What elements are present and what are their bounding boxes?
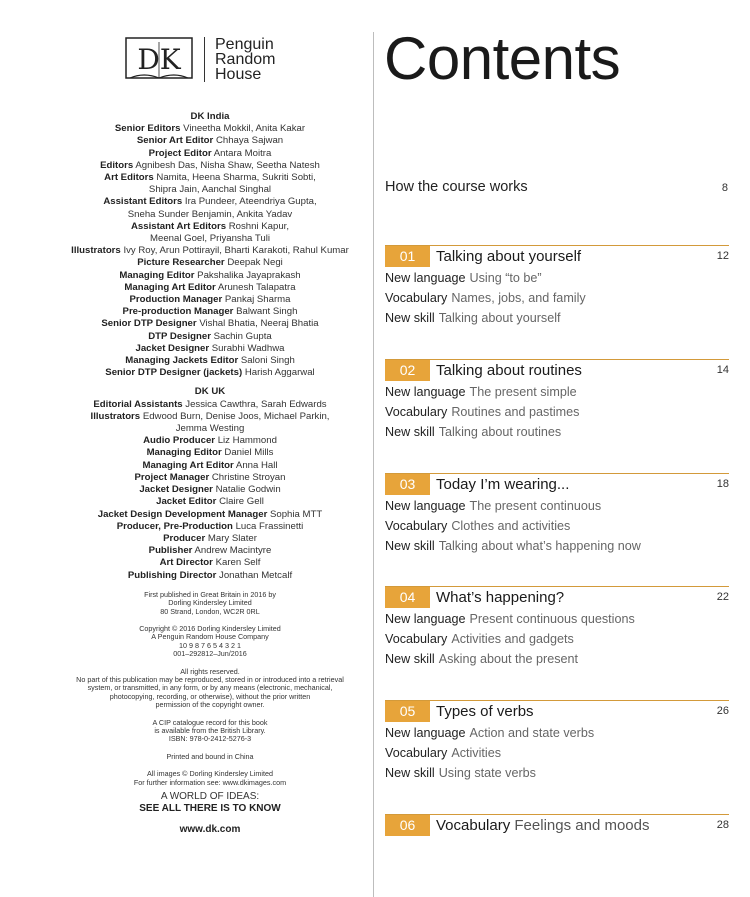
unit-header	[385, 473, 729, 496]
dk-logo-icon	[124, 36, 194, 82]
credit-names: Shipra Jain, Aanchal Singhal	[148, 184, 272, 196]
credit-line	[10, 570, 410, 582]
credit-line	[10, 521, 410, 533]
unit-detail-row	[385, 629, 729, 649]
unit-detail-row	[385, 308, 729, 328]
credit-names: Chhaya Sajwan	[215, 135, 284, 147]
imprint-line: is available from the British Library.	[154, 726, 266, 735]
detail-label: New skill	[385, 766, 435, 780]
unit-title-text: Talking about routines	[436, 362, 582, 379]
credit-names: Daniel Mills	[224, 447, 274, 459]
credit-line	[10, 135, 410, 147]
credit-names: Ira Pundeer, Ateendriya Gupta,	[184, 196, 317, 208]
credits-heading: DK India	[190, 111, 230, 122]
credit-role: Editorial Assistants	[93, 398, 183, 410]
credit-line	[10, 460, 410, 472]
credit-role: Illustrators	[71, 245, 121, 257]
credit-line	[10, 257, 410, 269]
credit-names: Sophia MTT	[269, 508, 323, 520]
publisher-logo	[124, 34, 275, 84]
unit-title	[436, 816, 649, 836]
website-link[interactable]: www.dk.com	[179, 824, 241, 836]
credit-line	[10, 282, 410, 294]
credit-role: Project Editor	[148, 147, 212, 159]
publisher-name: Penguin Random House	[204, 37, 275, 82]
credit-names: Sneha Sunder Benjamin, Ankita Yadav	[127, 208, 293, 220]
imprint-line: First published in Great Britain in 2016 by	[144, 589, 276, 599]
unit-entry[interactable]	[385, 586, 729, 669]
detail-label: Vocabulary	[385, 291, 448, 305]
credit-line	[10, 160, 410, 172]
credit-names: Luca Frassinetti	[235, 520, 304, 532]
credit-names: Edwood Burn, Denise Joos, Michael Parkin,	[142, 410, 330, 422]
credit-names: Surabhi Wadhwa	[211, 342, 285, 354]
credit-names: Christine Stroyan	[211, 471, 286, 483]
imprint-line: No part of this publication may be reproduced, stored in or introduced into a retrieval	[76, 674, 344, 684]
credit-names: Namita, Heena Sharma, Sukriti Sobti,	[156, 172, 316, 184]
credit-role: Illustrators	[90, 410, 141, 422]
imprint-line: All rights reserved.	[180, 666, 240, 676]
credit-role: Producer, Pre-Production	[116, 520, 233, 532]
credit-names: Anna Hall	[235, 459, 278, 471]
detail-label: Vocabulary	[385, 519, 448, 533]
credit-line	[10, 221, 410, 233]
detail-value: Present continuous questions	[469, 612, 635, 626]
detail-value: Clothes and activities	[451, 519, 571, 533]
detail-value: Routines and pastimes	[451, 405, 580, 419]
unit-entry[interactable]	[385, 359, 729, 442]
credit-line	[10, 557, 410, 569]
credit-role: Jacket Designer	[139, 484, 213, 496]
unit-header	[385, 586, 729, 609]
credit-names: Pankaj Sharma	[224, 294, 291, 306]
credit-names: Balwant Singh	[236, 306, 298, 318]
unit-page-number: 22	[716, 591, 729, 603]
unit-title-subtext: Feelings and moods	[514, 817, 650, 834]
unit-title-text: Types of verbs	[436, 703, 534, 720]
credit-names: Jessica Cawthra, Sarah Edwards	[185, 398, 327, 410]
credit-role: Senior Art Editor	[136, 135, 214, 147]
unit-title	[436, 475, 569, 495]
credit-line	[10, 318, 410, 330]
unit-page-number: 18	[716, 478, 729, 490]
detail-label: New skill	[385, 425, 435, 439]
credit-role: Art Director	[159, 557, 213, 569]
credit-names: Meenal Goel, Priyansha Tuli	[150, 233, 270, 245]
imprint-line: ISBN: 978-0-2412-5276-3	[168, 734, 252, 744]
credit-role: Managing Art Editor	[142, 459, 234, 471]
unit-title	[436, 247, 581, 267]
credit-names: Deepak Negi	[227, 257, 283, 269]
unit-header	[385, 359, 729, 382]
detail-label: New language	[385, 612, 466, 626]
credit-line	[10, 496, 410, 508]
unit-detail-row	[385, 649, 729, 669]
credit-line	[10, 306, 410, 318]
credit-names: Andrew Macintyre	[194, 545, 272, 557]
intro-entry-page: 8	[721, 182, 728, 194]
credit-names: Saloni Singh	[240, 355, 295, 367]
credit-role: Managing Editor	[119, 269, 195, 281]
detail-value: The present continuous	[469, 499, 602, 513]
detail-label: New language	[385, 726, 466, 740]
unit-header	[385, 814, 729, 837]
unit-page-number: 12	[716, 250, 729, 262]
unit-title-text: Vocabulary	[436, 817, 511, 834]
unit-title-text: Talking about yourself	[436, 248, 582, 265]
unit-detail-row	[385, 743, 729, 763]
credit-role: Senior Editors	[114, 123, 181, 135]
credit-line	[10, 294, 410, 306]
credit-line	[10, 233, 410, 245]
unit-entry[interactable]	[385, 473, 729, 556]
imprint-page	[0, 0, 372, 897]
credit-names: Agnibesh Das, Nisha Shaw, Seetha Natesh	[135, 159, 320, 171]
credit-role: Picture Researcher	[137, 257, 225, 269]
credit-line	[10, 472, 410, 484]
unit-entry[interactable]	[385, 700, 729, 783]
unit-detail-row	[385, 496, 729, 516]
detail-label: Vocabulary	[385, 632, 448, 646]
credit-line	[10, 399, 410, 411]
detail-label: New language	[385, 385, 466, 399]
credit-role: Pre-production Manager	[122, 306, 234, 318]
imprint-line: 80 Strand, London, WC2R 0RL	[160, 606, 260, 616]
unit-entry[interactable]	[385, 245, 729, 328]
credit-names: Liz Hammond	[217, 435, 277, 447]
imprint-line: All images © Dorling Kindersley Limited	[147, 769, 273, 779]
credit-role: Senior DTP Designer	[101, 318, 197, 330]
credit-line	[10, 172, 410, 184]
credit-line	[10, 148, 410, 160]
credit-line	[10, 343, 410, 355]
credits-block	[10, 111, 410, 836]
detail-value: Using “to be”	[469, 271, 542, 285]
credit-role: Art Editors	[104, 172, 154, 184]
detail-value: Talking about what’s happening now	[438, 539, 641, 553]
credit-line	[10, 423, 410, 435]
credit-line	[10, 533, 410, 545]
unit-title	[436, 702, 534, 722]
credit-role: Publishing Director	[127, 569, 217, 581]
credit-names: Arunesh Talapatra	[217, 281, 296, 293]
credit-names: Sachin Gupta	[213, 330, 272, 342]
detail-label: New skill	[385, 652, 435, 666]
credit-line	[10, 545, 410, 557]
tagline-line-1: A WORLD OF IDEAS:	[160, 791, 260, 803]
credit-line	[10, 435, 410, 447]
unit-title	[436, 361, 582, 381]
detail-value: Talking about routines	[438, 425, 562, 439]
credit-role: Managing Editor	[146, 447, 222, 459]
credit-names: Antara Moitra	[213, 147, 272, 159]
page-title: Contents	[384, 25, 621, 92]
detail-value: Names, jobs, and family	[451, 291, 586, 305]
unit-number-badge: 04	[385, 587, 430, 608]
detail-label: New language	[385, 271, 466, 285]
unit-detail-row	[385, 609, 729, 629]
imprint-line: Copyright © 2016 Dorling Kindersley Limited	[139, 623, 281, 633]
unit-title	[436, 588, 564, 608]
credit-names: Pakshalika Jayaprakash	[197, 269, 301, 281]
credit-role: Project Manager	[134, 471, 210, 483]
credit-role: Jacket Designer	[135, 342, 210, 354]
credit-role: Managing Art Editor	[124, 281, 216, 293]
credit-role: Assistant Art Editors	[130, 220, 227, 232]
detail-label: Vocabulary	[385, 405, 448, 419]
unit-detail-row	[385, 288, 729, 308]
intro-entry-label: How the course works	[385, 179, 528, 195]
imprint-line: A Penguin Random House Company	[151, 632, 269, 642]
detail-value: Asking about the present	[438, 652, 579, 666]
column-divider	[373, 32, 374, 897]
unit-detail-row	[385, 402, 729, 422]
unit-header	[385, 245, 729, 268]
credit-role: Production Manager	[129, 294, 223, 306]
detail-label: Vocabulary	[385, 746, 448, 760]
credit-line	[10, 484, 410, 496]
credit-names: Mary Slater	[207, 532, 257, 544]
credit-line	[10, 447, 410, 459]
unit-page-number: 26	[716, 705, 729, 717]
credit-names: Jemma Westing	[175, 423, 245, 435]
credit-role: Audio Producer	[143, 435, 216, 447]
unit-number-badge: 06	[385, 815, 430, 836]
credit-role: Senior DTP Designer (jackets)	[105, 367, 243, 379]
unit-title-text: Today I’m wearing...	[436, 476, 570, 493]
credit-line	[10, 184, 410, 196]
unit-page-number: 14	[716, 364, 729, 376]
detail-value: The present simple	[469, 385, 577, 399]
credit-names: Harish Aggarwal	[244, 367, 315, 379]
imprint-line: 001–292812–Jun/2016	[173, 649, 247, 659]
unit-detail-row	[385, 763, 729, 783]
credit-names: Claire Gell	[219, 496, 264, 508]
imprint-line: For further information see: www.dkimages.com	[133, 777, 287, 787]
credit-line	[10, 270, 410, 282]
credit-line	[10, 509, 410, 521]
unit-number-badge: 03	[385, 474, 430, 495]
credit-role: Managing Jackets Editor	[125, 355, 239, 367]
credit-line	[10, 196, 410, 208]
credit-names: Vishal Bhatia, Neeraj Bhatia	[199, 318, 319, 330]
tagline-line-2: SEE ALL THERE IS TO KNOW	[139, 803, 281, 815]
unit-number-badge: 02	[385, 360, 430, 381]
credit-role: Jacket Editor	[156, 496, 217, 508]
credit-role: Editors	[100, 159, 134, 171]
credit-role: DTP Designer	[148, 330, 211, 342]
imprint-line: 10 9 8 7 6 5 4 3 2 1	[179, 640, 241, 650]
credit-names: Jonathan Metcalf	[219, 569, 293, 581]
unit-number-badge: 05	[385, 701, 430, 722]
imprint-line: system, or transmitted, in any form, or by any means (electronic, mechanical,	[87, 683, 333, 693]
imprint-line: Printed and bound in China	[166, 751, 254, 761]
credit-line	[10, 209, 410, 221]
unit-detail-row	[385, 382, 729, 402]
credit-line	[10, 123, 410, 135]
imprint-line: Dorling Kindersley Limited	[168, 598, 252, 608]
credit-names: Vineetha Mokkil, Anita Kakar	[183, 123, 306, 135]
unit-detail-row	[385, 422, 729, 442]
credit-role: Producer	[163, 532, 206, 544]
credit-line	[10, 245, 410, 257]
unit-number-badge: 01	[385, 246, 430, 267]
credit-line	[10, 331, 410, 343]
detail-value: Talking about yourself	[438, 311, 561, 325]
unit-detail-row	[385, 536, 729, 556]
unit-page-number: 28	[716, 819, 729, 831]
credit-role: Publisher	[148, 545, 193, 557]
unit-detail-row	[385, 723, 729, 743]
credit-names: Roshni Kapur,	[228, 220, 289, 232]
credit-names: Ivy Roy, Arun Pottirayil, Bharti Karakoti, Rahul Kumar	[123, 245, 349, 257]
credit-line	[10, 411, 410, 423]
detail-label: New language	[385, 499, 466, 513]
detail-value: Activities and gadgets	[451, 632, 574, 646]
credit-role: Jacket Design Development Manager	[97, 508, 268, 520]
detail-value: Using state verbs	[438, 766, 536, 780]
credit-line	[10, 355, 410, 367]
unit-detail-row	[385, 516, 729, 536]
unit-header	[385, 700, 729, 723]
imprint-line: photocopying, recording, or otherwise), without the prior written	[109, 691, 311, 701]
svg-text:DK: DK	[137, 43, 181, 76]
unit-detail-row	[385, 268, 729, 288]
credit-line	[10, 367, 410, 379]
credit-role: Assistant Editors	[103, 196, 183, 208]
detail-value: Activities	[451, 746, 501, 760]
detail-label: New skill	[385, 539, 435, 553]
detail-value: Action and state verbs	[469, 726, 595, 740]
credit-names: Karen Self	[215, 557, 261, 569]
imprint-line: A CIP catalogue record for this book	[152, 717, 268, 727]
credit-names: Natalie Godwin	[215, 484, 281, 496]
credits-heading: DK UK	[194, 386, 226, 398]
imprint-line: permission of the copyright owner.	[155, 700, 265, 710]
unit-entry[interactable]	[385, 814, 729, 837]
unit-title-text: What’s happening?	[436, 589, 565, 606]
detail-label: New skill	[385, 311, 435, 325]
